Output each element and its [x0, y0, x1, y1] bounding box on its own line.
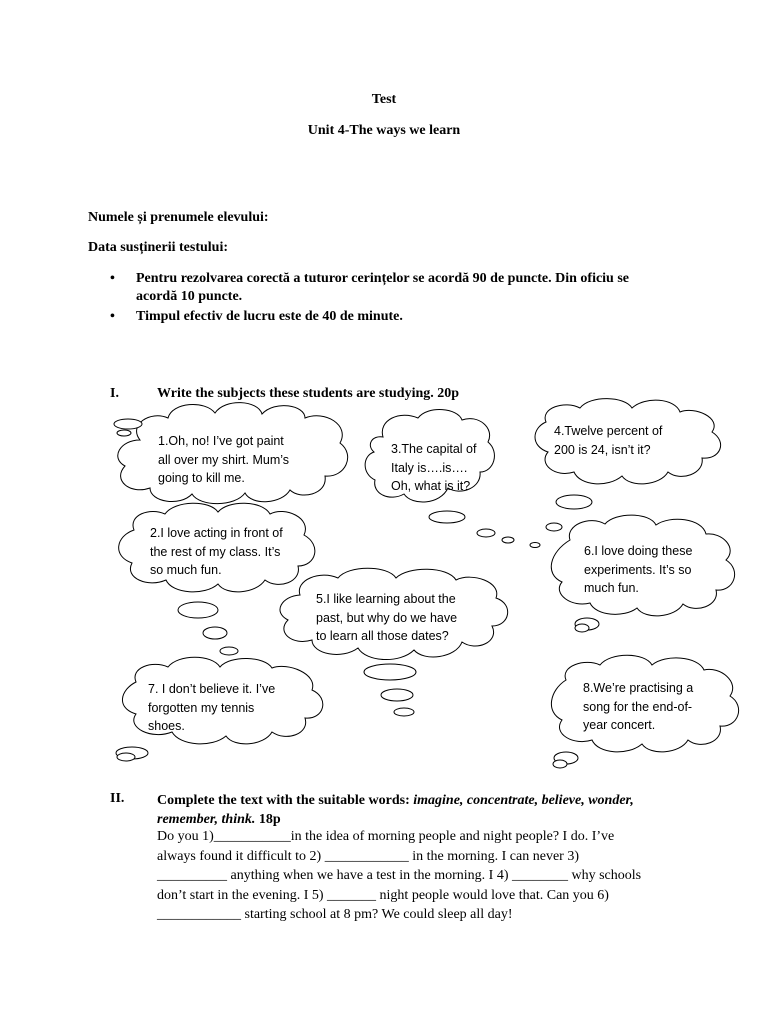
section-2-word-list: remember, think.	[157, 812, 256, 827]
instruction-line: Pentru rezolvarea corectă a tuturor cerințelor se acordă 90 de puncte. Din oficiu se	[136, 271, 630, 286]
bubble-line: the rest of my class. It’s	[150, 544, 281, 559]
test-title: Test	[371, 92, 397, 107]
bubble-line: shoes.	[148, 719, 185, 733]
section-2-word-list: imagine, concentrate, believe, wonder,	[413, 793, 634, 808]
bubble-text-8	[583, 679, 693, 735]
instruction-line: Timpul efectiv de lucru este de 40 de minute.	[136, 309, 403, 324]
paragraph-line: __________ anything when we have a test in the morning. I 4) ________ why schools	[157, 868, 642, 883]
bubble-line: much fun.	[584, 581, 639, 595]
bubble-text-2	[150, 524, 283, 580]
bubble-line: experiments. It’s so	[584, 562, 692, 577]
bubble-line: 6.I love doing these	[584, 544, 693, 558]
test-date-label: Data susținerii testului:	[88, 240, 228, 255]
bubble-line: 7. I don’t believe it. I’ve	[148, 682, 276, 696]
section-1-heading: Write the subjects these students are studying. 20p	[157, 386, 460, 401]
bubble-line: 1.Oh, no! I’ve got paint	[158, 434, 284, 448]
bubble-line: all over my shirt. Mum’s	[158, 452, 290, 467]
instruction-line: acordă 10 puncte.	[136, 289, 243, 304]
section-2-number: II.	[110, 791, 125, 806]
bubble-line: 4.Twelve percent of	[554, 424, 663, 438]
bubble-line: 3.The capital of	[391, 442, 477, 456]
bubble-line: Italy is….is….	[391, 460, 468, 475]
student-name-label: Numele și prenumele elevului:	[88, 210, 269, 225]
section-2-heading-prefix: Complete the text with the suitable words:	[157, 793, 414, 808]
bubble-line: 2.I love acting in front of	[150, 526, 283, 540]
bubble-line: forgotten my tennis	[148, 700, 255, 715]
bubble-text-1	[158, 432, 289, 488]
bubble-line: to learn all those dates?	[316, 629, 449, 643]
bubble-line: so much fun.	[150, 563, 222, 577]
bubble-line: past, but why do we have	[316, 610, 458, 625]
paragraph-line: ____________ starting school at 8 pm? We could sleep all day!	[157, 907, 513, 922]
paragraph-line: Do you 1)___________in the idea of morning people and night people? I do. I’ve	[157, 829, 615, 844]
section-1-number: I.	[110, 386, 119, 401]
paragraph-line: don’t start in the evening. I 5) _______ night people would love that. Can you 6)	[157, 887, 609, 903]
bullet-icon: •	[110, 309, 115, 324]
section-2-paragraph	[157, 827, 677, 925]
bubble-line: 200 is 24, isn’t it?	[554, 442, 651, 457]
bubble-text-3	[391, 440, 476, 496]
bullet-icon: •	[110, 271, 115, 286]
bubble-text-6	[584, 542, 692, 598]
bubble-line: 8.We’re practising a	[583, 681, 694, 695]
section-2-heading	[157, 791, 697, 829]
bubble-line: year concert.	[583, 718, 656, 732]
bubble-text-4	[554, 422, 662, 459]
bubble-line: going to kill me.	[158, 471, 245, 485]
section-2-points: 18p	[255, 812, 281, 827]
bubble-line: song for the end-of-	[583, 699, 693, 714]
bubble-text-5	[316, 590, 457, 646]
bubble-text-7	[148, 680, 275, 736]
paragraph-line: always found it difficult to 2) ____________ in the morning. I can never 3)	[157, 848, 579, 864]
unit-subtitle: Unit 4-The ways we learn	[307, 123, 461, 138]
bubble-line: 5.I like learning about the	[316, 592, 456, 606]
bubble-line: Oh, what is it?	[391, 479, 471, 493]
